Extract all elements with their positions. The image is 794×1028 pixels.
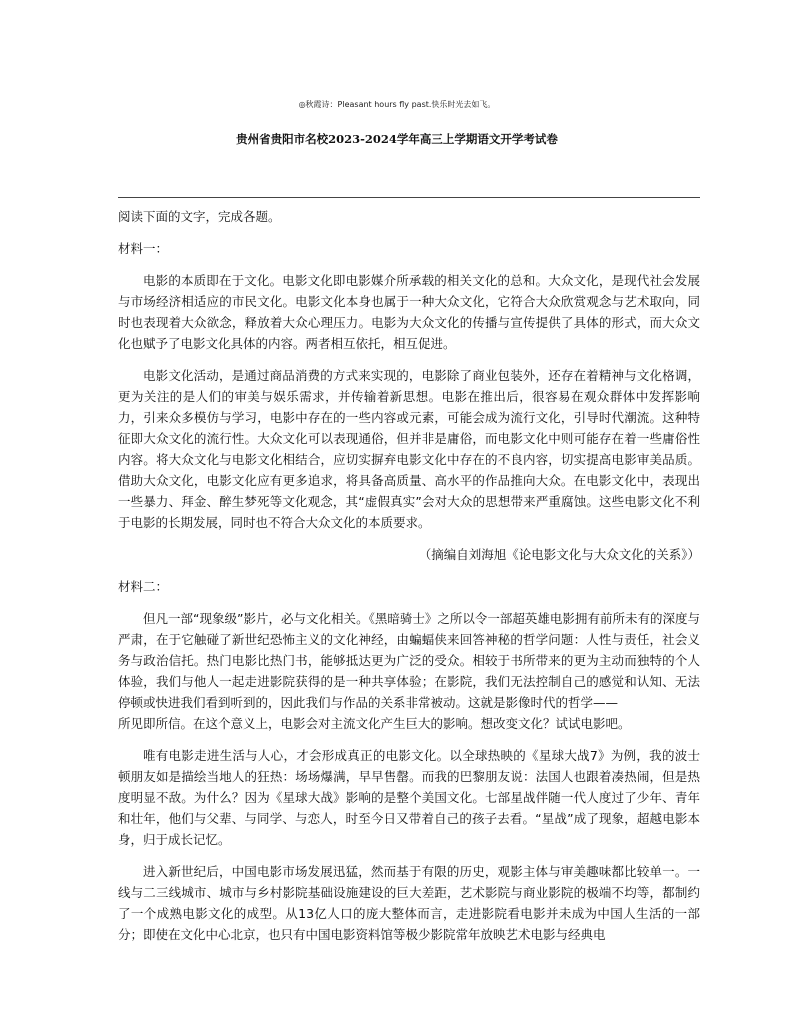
material-1-paragraph-2: 电影文化活动，是通过商品消费的方式来实现的，电影除了商业包装外，还存在着精神与文化格调，更为关注的是人们的审美与娱乐需求，并传输着新思想。电影在推出后，很容易在观众群体中发挥影响力，引来众多模仿与学习，电影中存在的一些内容或元素，可能会成为流行文化，引导时代潮流。这种特征即大众文化的流行性。大众文化可以表现通俗，但并非是庸俗，而电影文化中则可能存在着一些庸俗性内容。将大众文化与电影文化相结合，应切实摒弃电影文化中存在的不良内容，切实提高电影审美品质。借助大众文化，电影文化应有更多追求，将具备高质量、高水平的作品推向大众。在电影文化中，表现出一些暴力、拜金、醉生梦死等文化观念，其“虚假真实”会对大众的思想带来严重腐蚀。这些电影文化不利于电影的长期发展，同时也不符合大众文化的本质要求。 (118, 368, 700, 530)
material-2-paragraph-1-continuation: 所见即所信。在这个意义上，电影会对主流文化产生巨大的影响。想改变文化？试试电影吧。 (118, 716, 631, 731)
material-2-paragraph-1: 但凡一部“现象级”影片，必与文化相关。《黑暗骑士》之所以令一部超英雄电影拥有前所未有的深度与严肃，在于它触碰了新世纪恐怖主义的文化神经，由蝙蝠侠来回答神秘的哲学问题：人性与责任，社会义务与政治信托。热门电影比热门书，能够抵达更为广泛的受众。相较于书所带来的更为主动而独特的个人体验，我们与他人一起走进影院获得的是一种共享体验；在影院，我们无法控制自己的感觉和认知、无法停顿或快进我们看到听到的，因此我们与作品的关系非常被动。这就是影像时代的哲学—— (118, 611, 700, 710)
motto-line: ◎秋霞诗：Pleasant hours fly past.快乐时光去如飞。 (298, 100, 496, 109)
material-2-paragraph-3: 进入新世纪后，中国电影市场发展迅猛，然而基于有限的历史，观影主体与审美趣味都比较单一。一线与二三线城市、城市与乡村影院基础设施建设的巨大差距，艺术影院与商业影院的极端不均等，都制约了一个成熟电影文化的成型。从13亿人口的庞大整体而言，走进影院看电影并未成为中国人生活的一部分；即使在文化中心北京，也只有中国电影资料馆等极少影院常年放映艺术电影与经典电 (118, 864, 700, 942)
exam-title: 贵州省贵阳市名校2023-2024学年高三上学期语文开学考试卷 (236, 132, 558, 146)
material-2-label: 材料二： (118, 579, 169, 594)
material-1-label: 材料一： (118, 241, 169, 256)
material-1-source: （摘编自刘海旭《论电影文化与大众文化的关系》） (418, 547, 700, 562)
material-2-paragraph-2: 唯有电影走进生活与人心，才会形成真正的电影文化。以全球热映的《星球大战7》为例，我的波士顿朋友如是描绘当地人的狂热：场场爆满，早早售罄。而我的巴黎朋友说：法国人也跟着凑热闹，但是热度明显不敌。为什么？因为《星球大战》影响的是整个美国文化。七部星战伴随一代人度过了少年、青年和壮年，他们与父辈、与同学、与恋人，时至今日又带着自己的孩子去看。“星战”成了现象，超越电影本身，归于成长记忆。 (118, 748, 700, 847)
material-1-paragraph-1: 电影的本质即在于文化。电影文化即电影媒介所承载的相关文化的总和。大众文化，是现代社会发展与市场经济相适应的市民文化。电影文化本身也属于一种大众文化，它符合大众欣赏观念与艺术取向，同时也表现着大众欲念，释放着大众心理压力。电影为大众文化的传播与宣传提供了具体的形式，而大众文化也赋予了电影文化具体的内容。两者相互依托，相互促进。 (118, 273, 700, 351)
reading-instruction: 阅读下面的文字，完成各题。 (118, 209, 281, 224)
header-divider (118, 197, 700, 198)
document-body (118, 206, 700, 956)
